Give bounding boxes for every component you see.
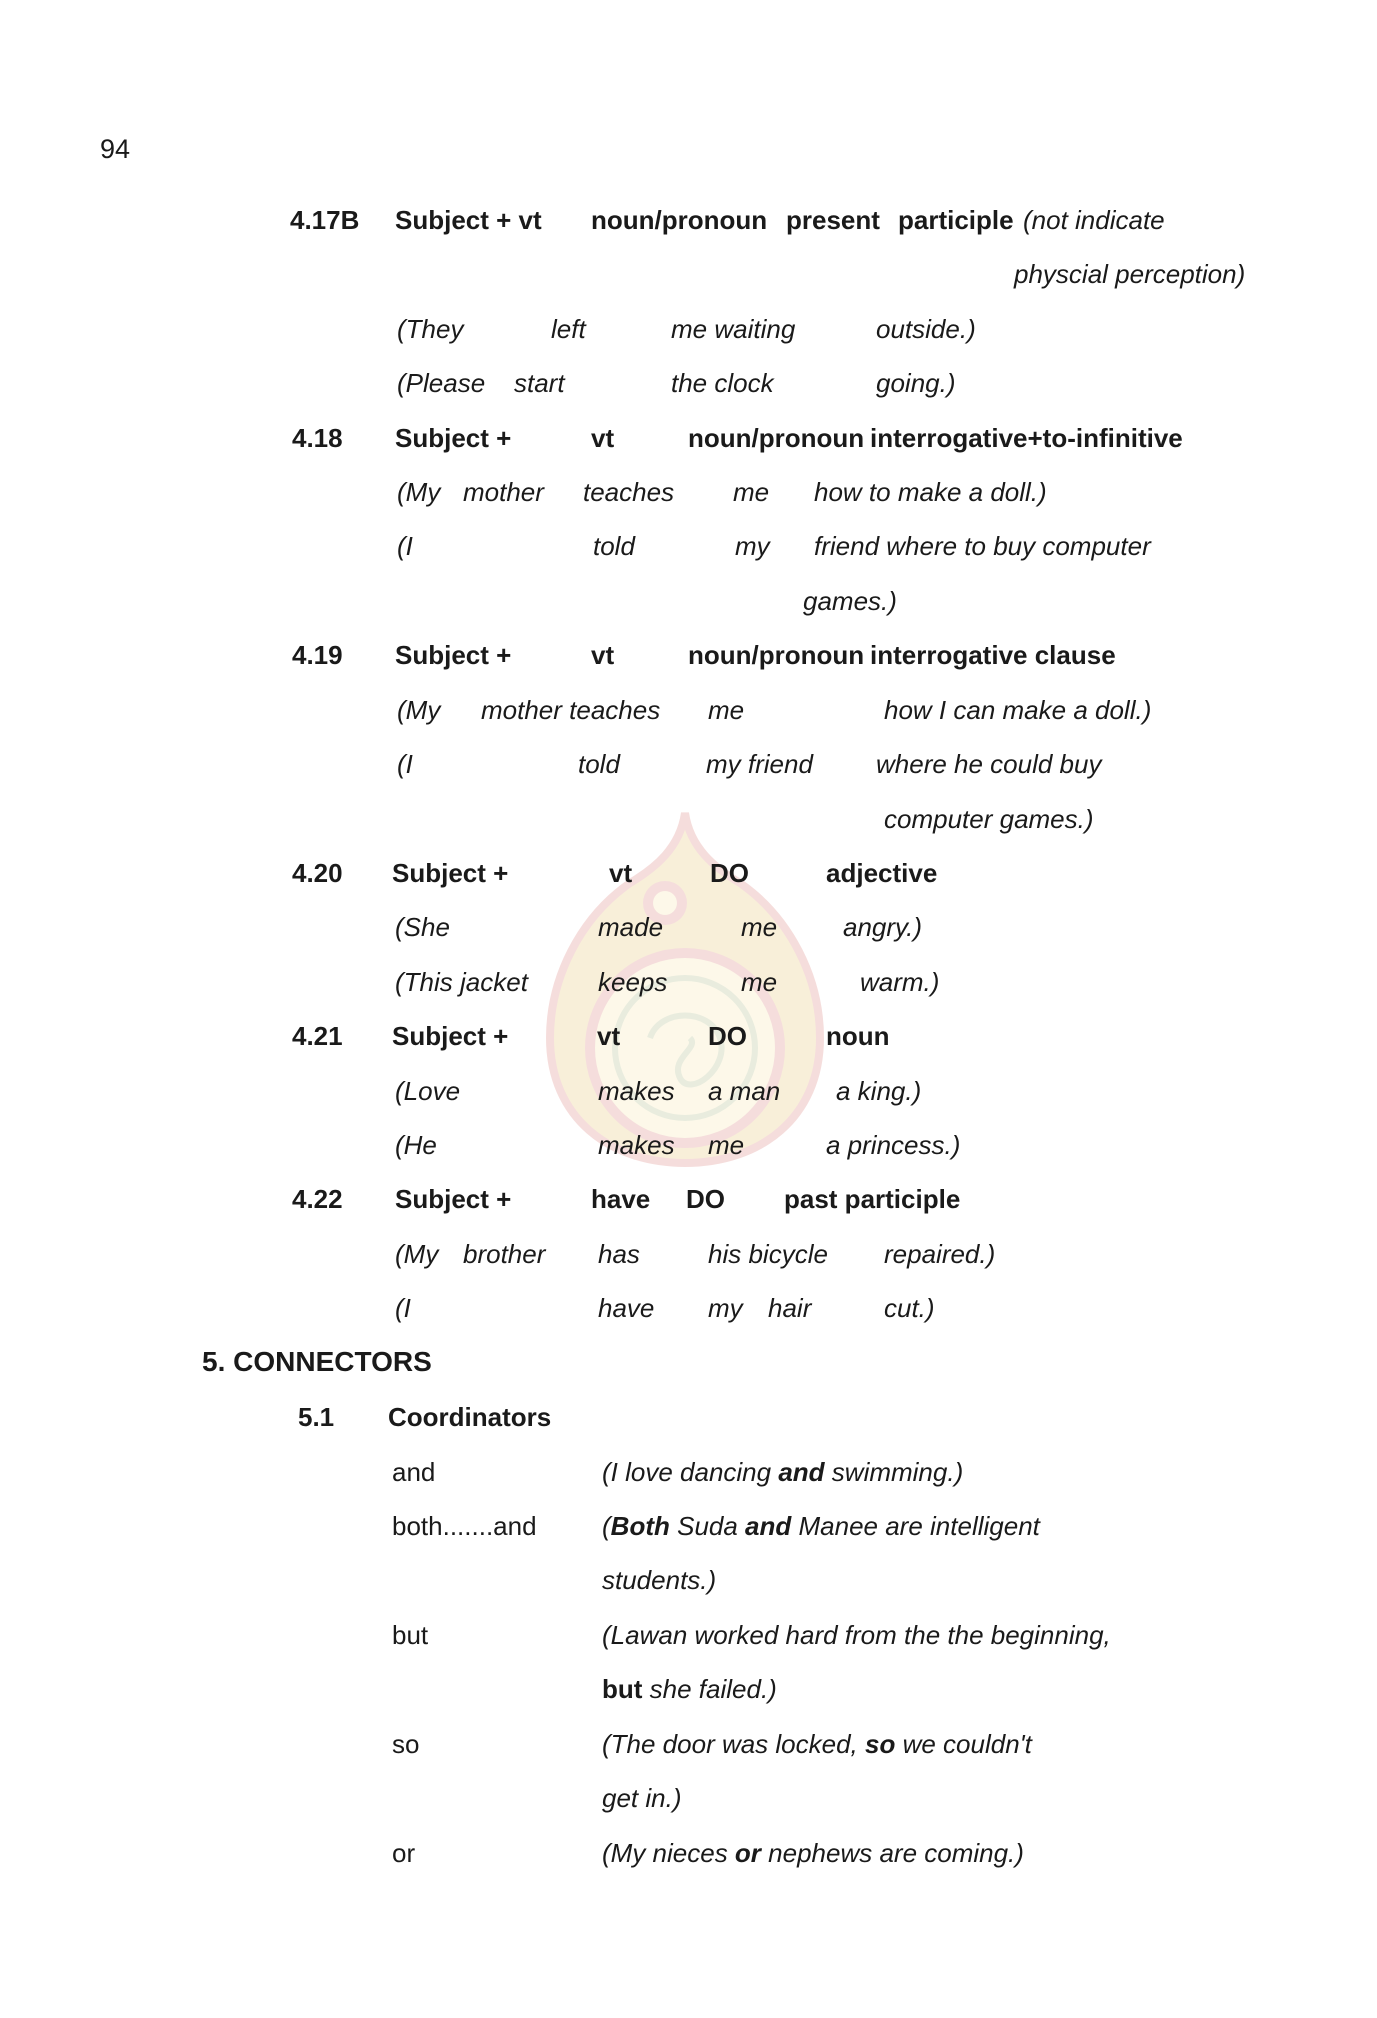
example-word: me waiting <box>671 314 796 344</box>
example-word: (My <box>395 1239 439 1269</box>
pattern-part: Subject + <box>395 640 512 670</box>
page-number: 94 <box>100 134 131 164</box>
example-word: my <box>735 531 770 561</box>
pattern-number: 4.20 <box>292 858 343 888</box>
example-word: teaches <box>583 477 675 507</box>
example-word: (My <box>397 477 441 507</box>
example-word: computer games.) <box>884 804 1094 834</box>
pattern-part: DO <box>686 1184 725 1214</box>
example-word: (She <box>395 912 450 942</box>
pattern-part: have <box>591 1184 651 1214</box>
connector-word: or <box>392 1838 416 1868</box>
pattern-part: interrogative clause <box>870 640 1116 670</box>
example-word: a man <box>708 1076 781 1106</box>
pattern-part: past participle <box>784 1184 961 1214</box>
seal-emblem-icon <box>540 808 830 1168</box>
example-word: mother teaches <box>481 695 661 725</box>
example-word: keeps <box>598 967 668 997</box>
example-word: my <box>708 1293 743 1323</box>
pattern-number: 4.22 <box>292 1184 343 1214</box>
example-word: repaired.) <box>884 1239 996 1269</box>
example-word: told <box>593 531 635 561</box>
pattern-number: 4.17B <box>290 205 360 235</box>
example-word: (My <box>397 695 441 725</box>
example-word: left <box>551 314 586 344</box>
example-word: told <box>578 749 620 779</box>
example-word: cut.) <box>884 1293 935 1323</box>
pattern-part: present <box>786 205 880 235</box>
pattern-part: vt <box>591 423 615 453</box>
example-word: made <box>598 912 664 942</box>
example-word: (I <box>395 1293 411 1323</box>
pattern-note: physcial perception) <box>1014 259 1246 289</box>
pattern-part: noun <box>826 1021 890 1051</box>
pattern-number: 4.18 <box>292 423 343 453</box>
example-word: start <box>514 368 565 398</box>
connector-word: both.......and <box>392 1511 537 1541</box>
pattern-part: noun/pronoun <box>688 423 865 453</box>
example-word: how I can make a doll.) <box>884 695 1152 725</box>
example-word: me <box>708 695 745 725</box>
example-word: has <box>598 1239 640 1269</box>
example-word: where he could buy <box>876 749 1102 779</box>
pattern-part: vt <box>597 1021 621 1051</box>
pattern-part: participle <box>898 205 1014 235</box>
pattern-part: Subject + <box>395 423 512 453</box>
example-word: makes <box>598 1130 675 1160</box>
example-word: (Love <box>395 1076 461 1106</box>
example-word: (He <box>395 1130 437 1160</box>
connector-word: but <box>392 1620 429 1650</box>
pattern-part: Subject + <box>392 1021 509 1051</box>
example-word: friend where to buy computer <box>814 531 1151 561</box>
example-word: how to make a doll.) <box>814 477 1047 507</box>
example-word: (This jacket <box>395 967 528 997</box>
pattern-part: vt <box>609 858 633 888</box>
example-word: me <box>741 912 778 942</box>
pattern-part: vt <box>591 640 615 670</box>
connector-example-continued: but she failed.) <box>602 1674 777 1704</box>
pattern-part: Subject + vt <box>395 205 542 235</box>
example-word: the clock <box>671 368 774 398</box>
subsection-number: 5.1 <box>298 1402 335 1432</box>
example-word: me <box>708 1130 745 1160</box>
example-word: my friend <box>706 749 813 779</box>
connector-word: and <box>392 1457 436 1487</box>
example-word: (They <box>397 314 464 344</box>
pattern-part: noun/pronoun <box>591 205 768 235</box>
example-word: me <box>733 477 770 507</box>
pattern-part: adjective <box>826 858 938 888</box>
pattern-part: interrogative+to-infinitive <box>870 423 1183 453</box>
example-word: mother <box>463 477 544 507</box>
example-word: have <box>598 1293 655 1323</box>
connector-word: so <box>392 1729 420 1759</box>
example-word: me <box>741 967 778 997</box>
example-word: games.) <box>803 586 897 616</box>
pattern-note: (not indicate <box>1023 205 1165 235</box>
connector-example: (Lawan worked hard from the the beginning, <box>602 1620 1111 1650</box>
example-word: warm.) <box>860 967 940 997</box>
connector-example: (Both Suda and Manee are intelligent <box>602 1511 1040 1541</box>
section-heading: 5. CONNECTORS <box>202 1346 432 1377</box>
pattern-part: noun/pronoun <box>688 640 865 670</box>
connector-example: (My nieces or nephews are coming.) <box>602 1838 1024 1868</box>
subsection-title: Coordinators <box>388 1402 552 1432</box>
example-word: outside.) <box>876 314 976 344</box>
example-word: makes <box>598 1076 675 1106</box>
pattern-part: Subject + <box>395 1184 512 1214</box>
pattern-number: 4.19 <box>292 640 343 670</box>
example-word: his bicycle <box>708 1239 828 1269</box>
example-word: going.) <box>876 368 956 398</box>
connector-example-continued: students.) <box>602 1565 717 1595</box>
example-word: (I <box>397 531 413 561</box>
example-word: (Please <box>397 368 486 398</box>
pattern-part: Subject + <box>392 858 509 888</box>
pattern-part: DO <box>710 858 749 888</box>
connector-example: (I love dancing and swimming.) <box>602 1457 964 1487</box>
connector-example: (The door was locked, so we couldn't <box>602 1729 1032 1759</box>
example-word: hair <box>768 1293 812 1323</box>
pattern-number: 4.21 <box>292 1021 343 1051</box>
example-word: angry.) <box>843 912 922 942</box>
connector-example-continued: get in.) <box>602 1783 682 1813</box>
example-word: (I <box>397 749 413 779</box>
pattern-part: DO <box>708 1021 747 1051</box>
example-word: a king.) <box>836 1076 922 1106</box>
example-word: brother <box>463 1239 546 1269</box>
example-word: a princess.) <box>826 1130 961 1160</box>
